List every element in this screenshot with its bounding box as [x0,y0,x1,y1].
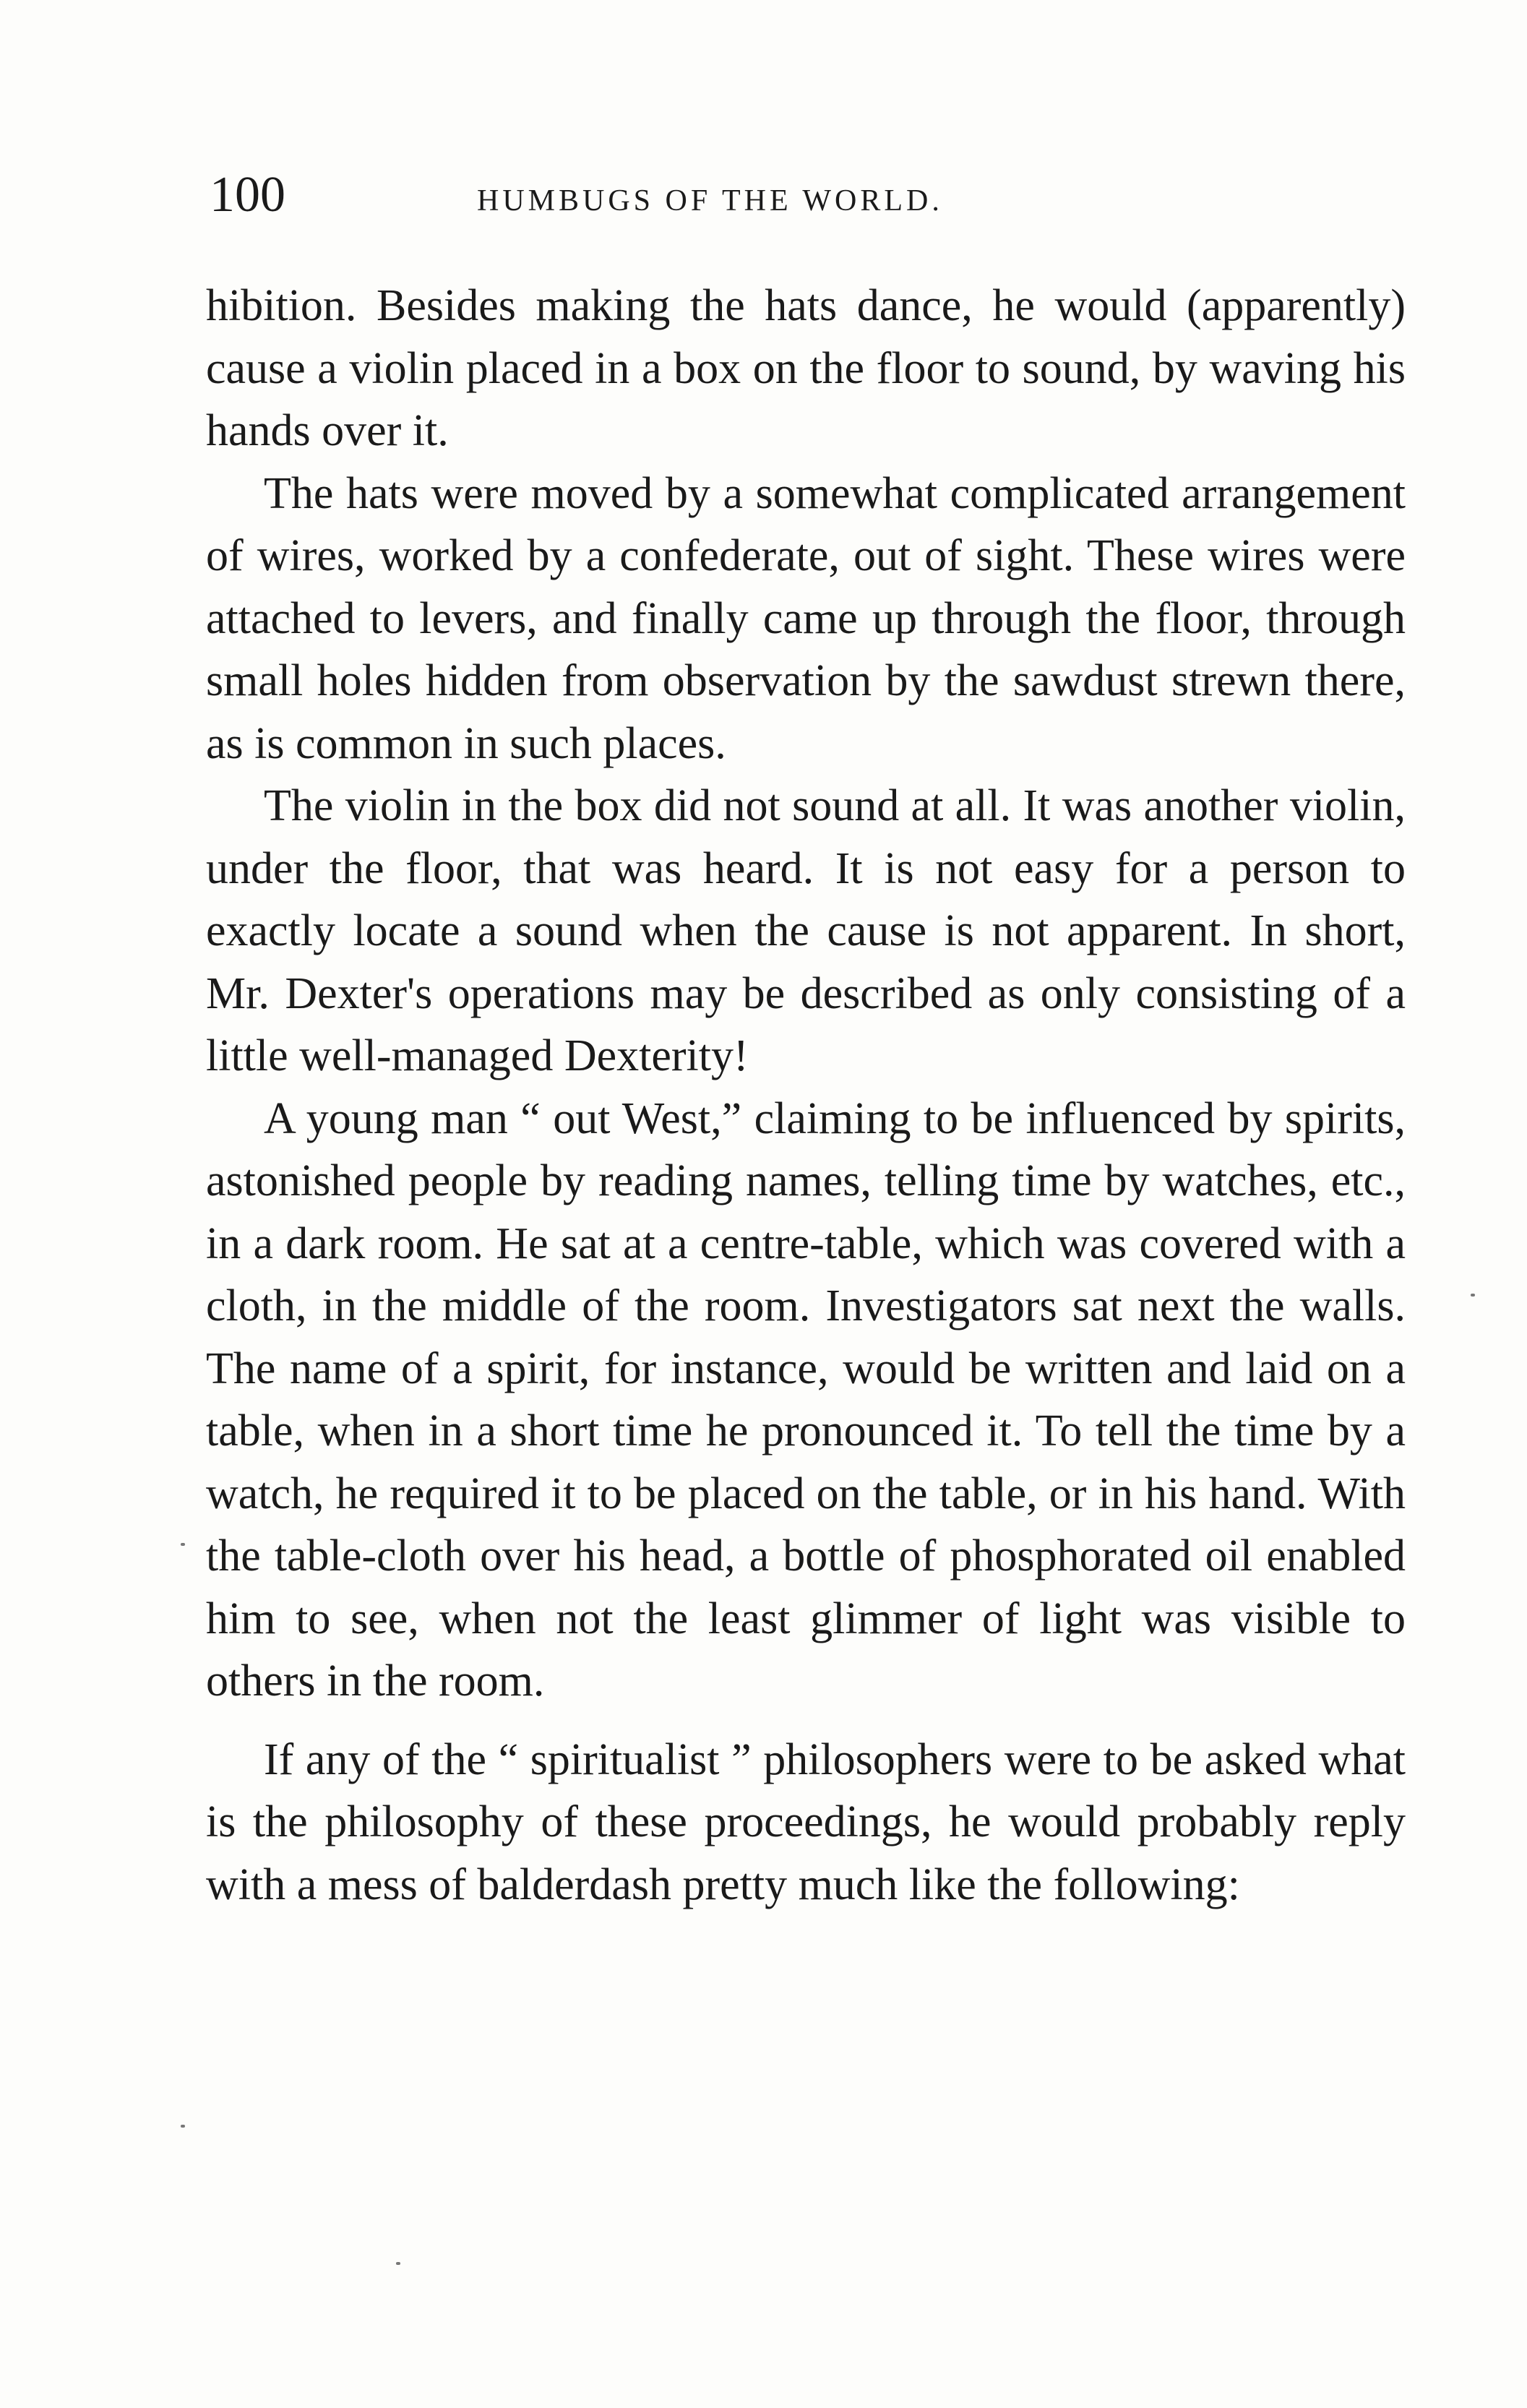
body-text [206,275,1406,1916]
paragraph-1: hibition. Besides making the hats dance, he would (apparently) cause a violin placed in a box on the floor to sound, by waving his hands over it. [206,281,1406,455]
page-header [202,159,1409,238]
paragraph-5: If any of the “ spiritualist ” philosophers were to be asked what is the philosophy of these proceedings, he would probably reply with a mess of balderdash pretty much like the following: [206,1734,1406,1909]
ink-speck [1471,1294,1475,1297]
running-head: HUMBUGS OF THE WORLD. [477,184,943,218]
page-number: 100 [210,167,285,223]
ink-speck [181,2125,185,2128]
paragraph-2: The hats were moved by a somewhat complicated arrangement of wires, worked by a confederate, out of sight. These wires were attached to levers, and finally came up through the floor, through small holes hidden from observation by the sawdust strewn there, as is common in such places. [206,468,1406,768]
paragraph-4: A young man “ out West,” claiming to be influenced by spirits, astonished people by reading names, telling time by watches, etc., in a dark room. He sat at a centre-table, which was covered with a cloth, in the middle of the room. Investigators sat next the walls. The name of a spirit, for instance, would be written and laid on a table, when in a short time he pronounced it. To tell the time by a watch, he required it to be placed on the table, or in his hand. With the table-cloth over his head, a bottle of phosphorated oil enabled him to see, when not the least glimmer of light was visible to others in the room. [206,1093,1406,1706]
paragraph-3: The violin in the box did not sound at all. It was another violin, under the floor, that was heard. It is not easy for a person to exactly locate a sound when the cause is not apparent. In short, Mr. Dexter's operations may be described as only consisting of a little well-managed Dexterity! [206,781,1406,1080]
ink-speck [181,1543,185,1546]
paragraph-gap [206,1713,1406,1729]
ink-speck [396,2262,400,2265]
